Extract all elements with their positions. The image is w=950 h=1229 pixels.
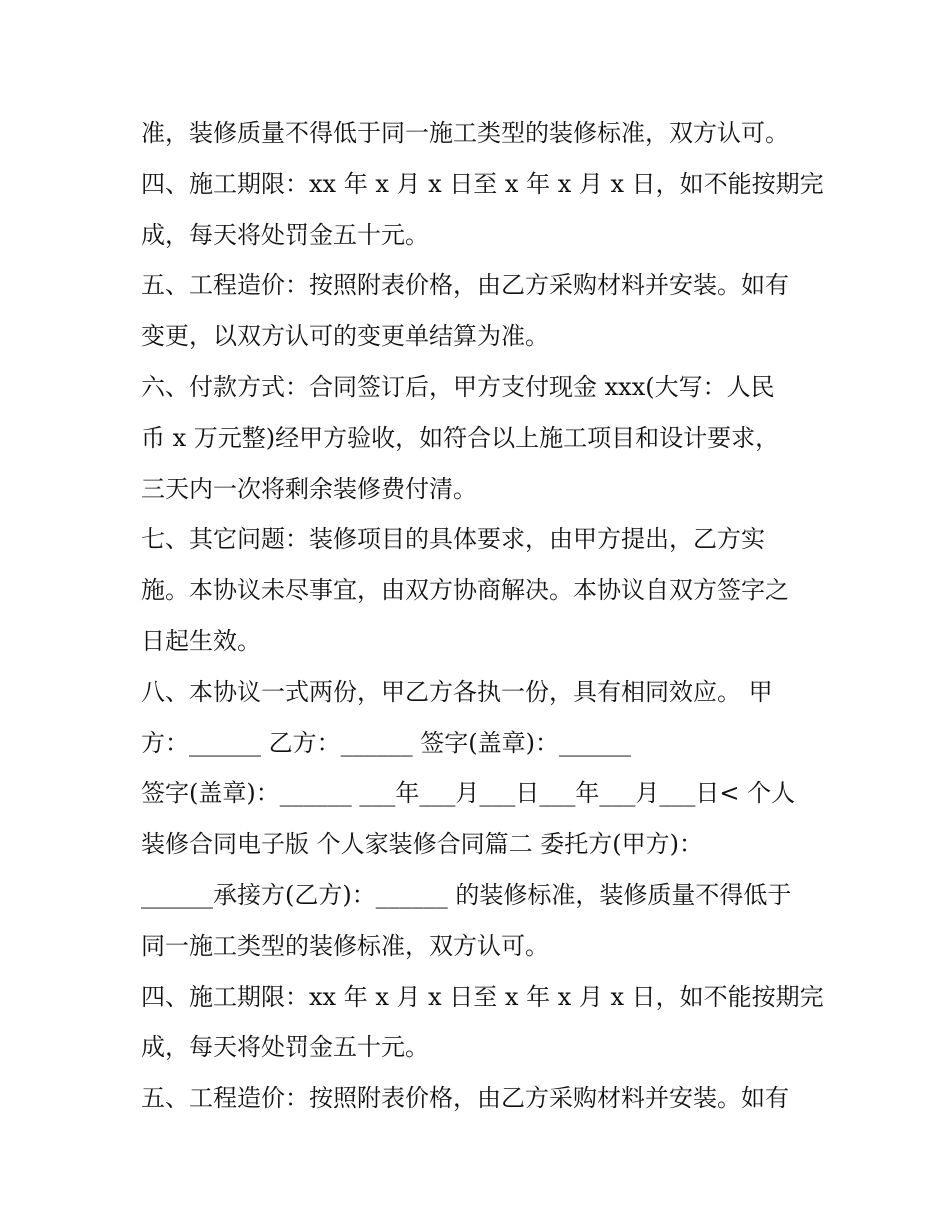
text-line: 变更，以双方认可的变更单结算为准。 <box>141 322 549 351</box>
text-line: 八、本协议一式两份，甲乙方各执一份，具有相同效应。 甲 <box>141 677 773 706</box>
text-line: 五、工程造价：按照附表价格，由乙方采购材料并安装。如有 <box>141 271 789 300</box>
text-line: 四、施工期限：xx 年 x 月 x 日至 x 年 x 月 x 日，如不能按期完 <box>141 169 824 198</box>
text-line: 同一施工类型的装修标准，双方认可。 <box>141 931 549 960</box>
text-line: 五、工程造价：按照附表价格，由乙方采购材料并安装。如有 <box>141 1084 789 1113</box>
text-line: 日起生效。 <box>141 626 261 655</box>
text-line: 成，每天将处罚金五十元。 <box>141 1033 429 1062</box>
text-line: 签字(盖章)：______ ___年___月___日___年___月___日< 个人 <box>141 779 796 808</box>
text-line: 方：______ 乙方：______ 签字(盖章)：______ <box>141 728 631 757</box>
contract-text <box>141 108 831 1124</box>
text-line: 成，每天将处罚金五十元。 <box>141 220 429 249</box>
text-line: 币 x 万元整)经甲方验收，如符合以上施工项目和设计要求， <box>141 423 780 452</box>
text-line: 六、付款方式：合同签订后，甲方支付现金 xxx(大写：人民 <box>141 372 775 401</box>
text-line: ______承接方(乙方)：______ 的装修标准，装修质量不得低于 <box>141 880 792 909</box>
text-line: 三天内一次将剩余装修费付清。 <box>141 474 477 503</box>
text-line: 施。本协议未尽事宜，由双方协商解决。本协议自双方签字之 <box>141 576 789 605</box>
text-line: 七、其它问题：装修项目的具体要求，由甲方提出，乙方实 <box>141 525 765 554</box>
text-line: 四、施工期限：xx 年 x 月 x 日至 x 年 x 月 x 日，如不能按期完 <box>141 982 824 1011</box>
text-line: 装修合同电子版 个人家装修合同篇二 委托方(甲方)： <box>141 830 703 859</box>
text-line: 准，装修质量不得低于同一施工类型的装修标准，双方认可。 <box>141 119 789 147</box>
